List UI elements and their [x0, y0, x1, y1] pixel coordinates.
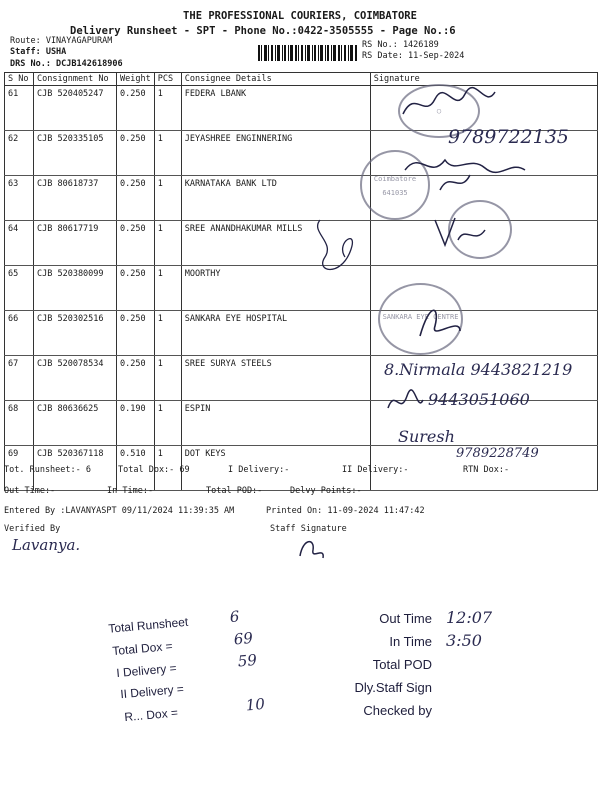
cell-sno: 61 — [5, 86, 34, 131]
cell-consignment: CJB 520078534 — [34, 356, 117, 401]
stamp-line — [340, 700, 446, 719]
stamp-label: R... Dox = — [123, 705, 179, 725]
cell-weight: 0.250 — [117, 86, 155, 131]
stamp-label: Out Time — [379, 611, 432, 626]
printed-on: Printed On: 11-09-2024 11:47:42 — [266, 506, 425, 516]
cell-pcs: 1 — [154, 221, 181, 266]
cell-consignee: JEYASHREE ENGINNERING — [181, 131, 370, 176]
stamp-value: 12:07 — [446, 608, 493, 627]
cell-consignee: ESPIN — [181, 401, 370, 446]
stamp-value: 10 — [245, 694, 266, 715]
stamp-label: Total Dox = — [111, 638, 174, 659]
col-consignment: Consignment No — [34, 73, 117, 86]
cell-consignee: MOORTHY — [181, 266, 370, 311]
cell-consignee: SREE SURYA STEELS — [181, 356, 370, 401]
staff-signature-label: Staff Signature — [270, 524, 347, 534]
drs-label: DRS No.: DCJB142618906 — [10, 59, 123, 69]
ii-delivery: II Delivery:- — [342, 465, 409, 475]
signature-65-icon — [305, 212, 365, 282]
cell-consignment: CJB 80617719 — [34, 221, 117, 266]
cell-weight: 0.250 — [117, 356, 155, 401]
cell-pcs: 1 — [154, 86, 181, 131]
cell-consignment: CJB 80618737 — [34, 176, 117, 221]
stamp-label: Checked by — [363, 703, 432, 718]
rs-no-label: RS No.: 1426189 — [362, 40, 439, 50]
stamp-line — [340, 677, 446, 696]
verified-signature: Lavanya. — [12, 536, 81, 554]
cell-consignee: FEDERA LBANK — [181, 86, 370, 131]
cell-consignment: CJB 520302516 — [34, 311, 117, 356]
cell-pcs: 1 — [154, 311, 181, 356]
runsheet-subtitle: Delivery Runsheet - SPT - Phone No.:0422-3505555 - Page No.:6 — [70, 25, 456, 37]
phone-62: 9789722135 — [448, 126, 569, 148]
cell-consignment: CJB 520380099 — [34, 266, 117, 311]
route-label: Route: VINAYAGAPURAM — [10, 36, 113, 46]
cell-sno: 62 — [5, 131, 34, 176]
cell-consignee: SANKARA EYE HOSPITAL — [181, 311, 370, 356]
in-time-label: In Time:- — [107, 486, 154, 496]
phone-67: 8.Nirmala 9443821219 — [384, 360, 573, 379]
stamp-value: 3:50 — [446, 631, 482, 650]
signature-69-name: Suresh — [398, 427, 455, 446]
rs-date-label: RS Date: 11-Sep-2024 — [362, 51, 465, 61]
table-header-row — [5, 73, 598, 86]
cell-weight: 0.250 — [117, 266, 155, 311]
cell-sno: 67 — [5, 356, 34, 401]
cell-weight: 0.510 — [117, 446, 155, 491]
cell-weight: 0.190 — [117, 401, 155, 446]
col-weight: Weight — [117, 73, 155, 86]
stamp-label: Total POD — [372, 657, 432, 672]
signature-64-icon — [430, 210, 490, 250]
stamp-line — [340, 631, 482, 650]
cell-weight: 0.250 — [117, 311, 155, 356]
cell-sno: 65 — [5, 266, 34, 311]
stamp-text: Coimbatore 641035 — [373, 175, 417, 197]
staff-label: Staff: USHA — [10, 47, 67, 57]
staff-signature-icon — [295, 536, 329, 562]
col-sno: S No — [5, 73, 34, 86]
phone-68: 9443051060 — [428, 390, 530, 409]
col-signature: Signature — [370, 73, 597, 86]
total-dox: Total Dox:- 69 — [118, 465, 190, 475]
cell-pcs: 1 — [154, 401, 181, 446]
cell-sno: 64 — [5, 221, 34, 266]
rtn-dox: RTN Dox:- — [463, 465, 510, 475]
signature-63-icon — [400, 150, 530, 200]
stamp-value — [241, 674, 243, 692]
cell-consignee: DOT KEYS — [181, 446, 370, 491]
cell-sno: 66 — [5, 311, 34, 356]
cell-consignee: KARNATAKA BANK LTD — [181, 176, 370, 221]
cell-pcs: 1 — [154, 266, 181, 311]
table-row — [5, 266, 598, 311]
cell-weight: 0.250 — [117, 176, 155, 221]
delvy-points-label: Delvy Points:- — [290, 486, 362, 496]
stamp-label: II Delivery = — [119, 681, 185, 702]
cell-sno: 68 — [5, 401, 34, 446]
stamp-block-right — [340, 608, 560, 728]
cell-pcs: 1 — [154, 446, 181, 491]
cell-sno: 69 — [5, 446, 34, 491]
cell-pcs: 1 — [154, 131, 181, 176]
stamp-label: Dly.Staff Sign — [354, 680, 432, 695]
stamp-label: Total Runsheet — [107, 614, 189, 636]
bank-stamp-icon: ◯ — [398, 84, 480, 138]
signature-68-icon — [385, 388, 425, 418]
col-consignee: Consignee Details — [181, 73, 370, 86]
cell-weight: 0.250 — [117, 221, 155, 266]
cell-pcs: 1 — [154, 176, 181, 221]
stamp-block-left — [107, 607, 278, 732]
stamp-label: I Delivery = — [115, 660, 178, 681]
stamp-eye-text: SANKARA EYE CENTRE — [382, 313, 459, 321]
phone-69: 9789228749 — [456, 446, 539, 461]
cell-consignment: CJB 80636625 — [34, 401, 117, 446]
cell-consignee: SREE ANANDHAKUMAR MILLS — [181, 221, 370, 266]
signature-66-icon — [410, 296, 470, 341]
out-time-label: Out Time:- — [4, 486, 56, 496]
tot-runsheet: Tot. Runsheet:- 6 — [4, 465, 91, 475]
total-pod-label: Total POD:- — [206, 486, 263, 496]
cell-sno: 63 — [5, 176, 34, 221]
col-pcs: PCS — [154, 73, 181, 86]
cell-consignment: CJB 520405247 — [34, 86, 117, 131]
stamp-line — [340, 608, 492, 627]
entered-by: Entered By :LAVANYASPT 09/11/2024 11:39:35 AM — [4, 506, 235, 516]
stamp-line — [340, 654, 446, 673]
table-row — [5, 86, 598, 131]
company-title: THE PROFESSIONAL COURIERS, COIMBATORE — [183, 10, 417, 22]
stamp-value: 69 — [233, 628, 254, 649]
table-row — [5, 311, 598, 356]
signature-61-icon — [395, 84, 505, 124]
barcode-icon — [258, 45, 358, 61]
stamp-value: 6 — [229, 607, 241, 627]
i-delivery: I Delivery:- — [228, 465, 290, 475]
stamp-label: In Time — [389, 634, 432, 649]
cell-consignment: CJB 520335105 — [34, 131, 117, 176]
cell-weight: 0.250 — [117, 131, 155, 176]
cell-consignment: CJB 520367118 — [34, 446, 117, 491]
verified-by-label: Verified By — [4, 524, 61, 534]
stamp-value: 59 — [237, 650, 258, 671]
cell-pcs: 1 — [154, 356, 181, 401]
